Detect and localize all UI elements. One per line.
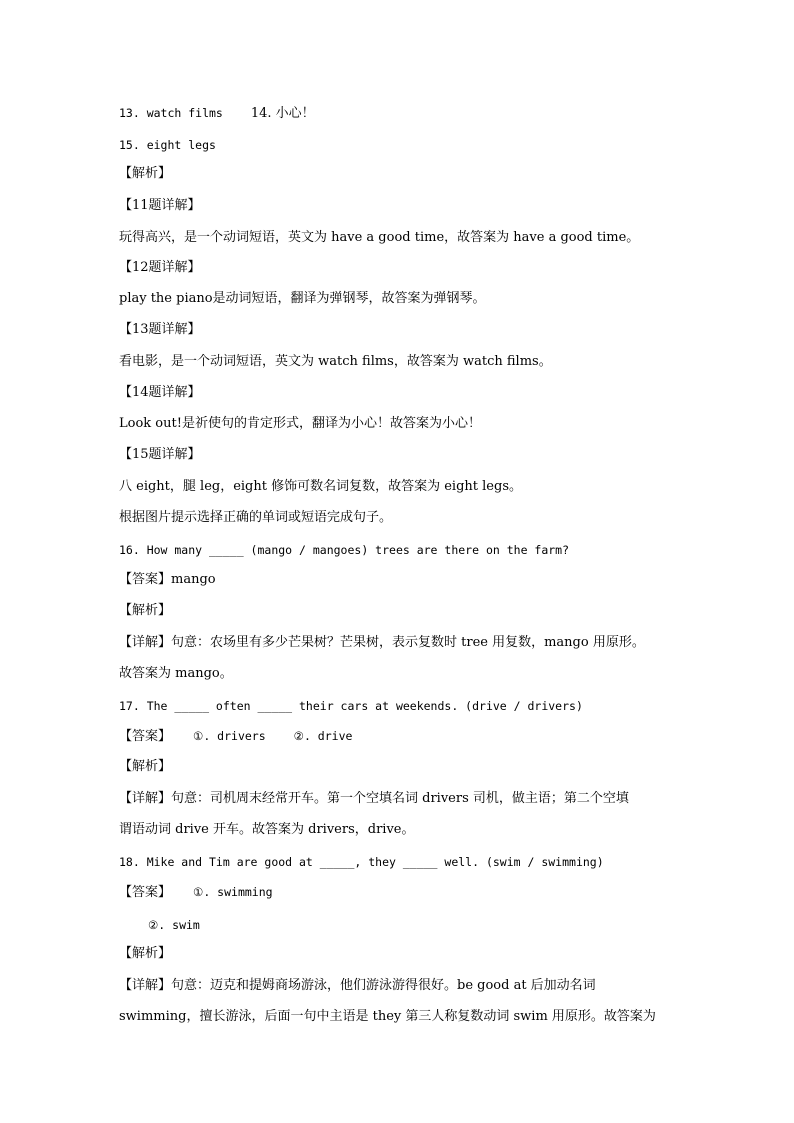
analysis-heading-18: 【解析】 xyxy=(119,946,172,961)
analysis-heading: 【解析】 xyxy=(119,166,172,181)
q14-detail-heading: 【14题详解】 xyxy=(119,385,201,400)
q12-detail-text: play the piano是动词短语，翻译为弹钢琴，故答案为弹钢琴。 xyxy=(119,291,486,306)
answer-18 xyxy=(119,883,273,902)
section-instruction: 根据图片提示选择正确的单词或短语完成句子。 xyxy=(119,510,393,525)
q11-detail-text: 玩得高兴，是一个动词短语，英文为 have a good time，故答案为 have a good time。 xyxy=(119,230,640,245)
detail-16-line-2: 故答案为 mango。 xyxy=(119,666,233,681)
detail-17-line-1: 【详解】句意：司机周末经常开车。第一个空填名词 drivers 司机，做主语；第二个空填 xyxy=(119,791,629,806)
analysis-heading-17: 【解析】 xyxy=(119,759,172,774)
answer-17-blank-1: ①. drivers xyxy=(193,729,266,743)
detail-17-line-2: 谓语动词 drive 开车。故答案为 drivers，drive。 xyxy=(119,822,415,837)
detail-18-line-2: swimming，擅长游泳，后面一句中主语是 they 第三人称复数动词 swim 用原形。故答案为 xyxy=(119,1009,656,1024)
answer-line-13-14 xyxy=(119,104,315,123)
q14-detail-text: Look out!是祈使句的肯定形式，翻译为小心！故答案为小心！ xyxy=(119,416,481,431)
answer-18-blank-1: ①. swimming xyxy=(193,885,273,899)
question-16: 16. How many _____ (mango / mangoes) trees are there on the farm? xyxy=(119,543,570,557)
answer-14: 14. 小心！ xyxy=(250,106,315,121)
answer-17 xyxy=(119,727,352,746)
analysis-heading-16: 【解析】 xyxy=(119,603,172,618)
question-17: 17. The _____ often _____ their cars at weekends. (drive / drivers) xyxy=(119,699,583,713)
answer-17-blank-2: ②. drive xyxy=(293,729,353,743)
answer-15: 15. eight legs xyxy=(119,138,216,152)
q13-detail-heading: 【13题详解】 xyxy=(119,322,201,337)
answer-18-blank-2: ②. swim xyxy=(148,918,200,932)
detail-18-line-1: 【详解】句意：迈克和提姆商场游泳，他们游泳游得很好。be good at 后加动名词 xyxy=(119,978,596,993)
answer-13: 13. watch films xyxy=(119,106,223,120)
question-18: 18. Mike and Tim are good at _____, they _____ well. (swim / swimming) xyxy=(119,855,604,869)
q15-detail-heading: 【15题详解】 xyxy=(119,447,201,462)
q15-detail-text: 八 eight，腿 leg，eight 修饰可数名词复数，故答案为 eight legs。 xyxy=(119,479,522,494)
q11-detail-heading: 【11题详解】 xyxy=(119,198,201,213)
answer-16: 【答案】mango xyxy=(119,572,216,587)
detail-16-line-1: 【详解】句意：农场里有多少芒果树？芒果树，表示复数时 tree 用复数，mango 用原形。 xyxy=(119,635,645,650)
q12-detail-heading: 【12题详解】 xyxy=(119,260,201,275)
answer-label: 【答案】 xyxy=(119,885,172,900)
answer-label: 【答案】 xyxy=(119,729,172,744)
q13-detail-text: 看电影，是一个动词短语，英文为 watch films，故答案为 watch films。 xyxy=(119,354,552,369)
